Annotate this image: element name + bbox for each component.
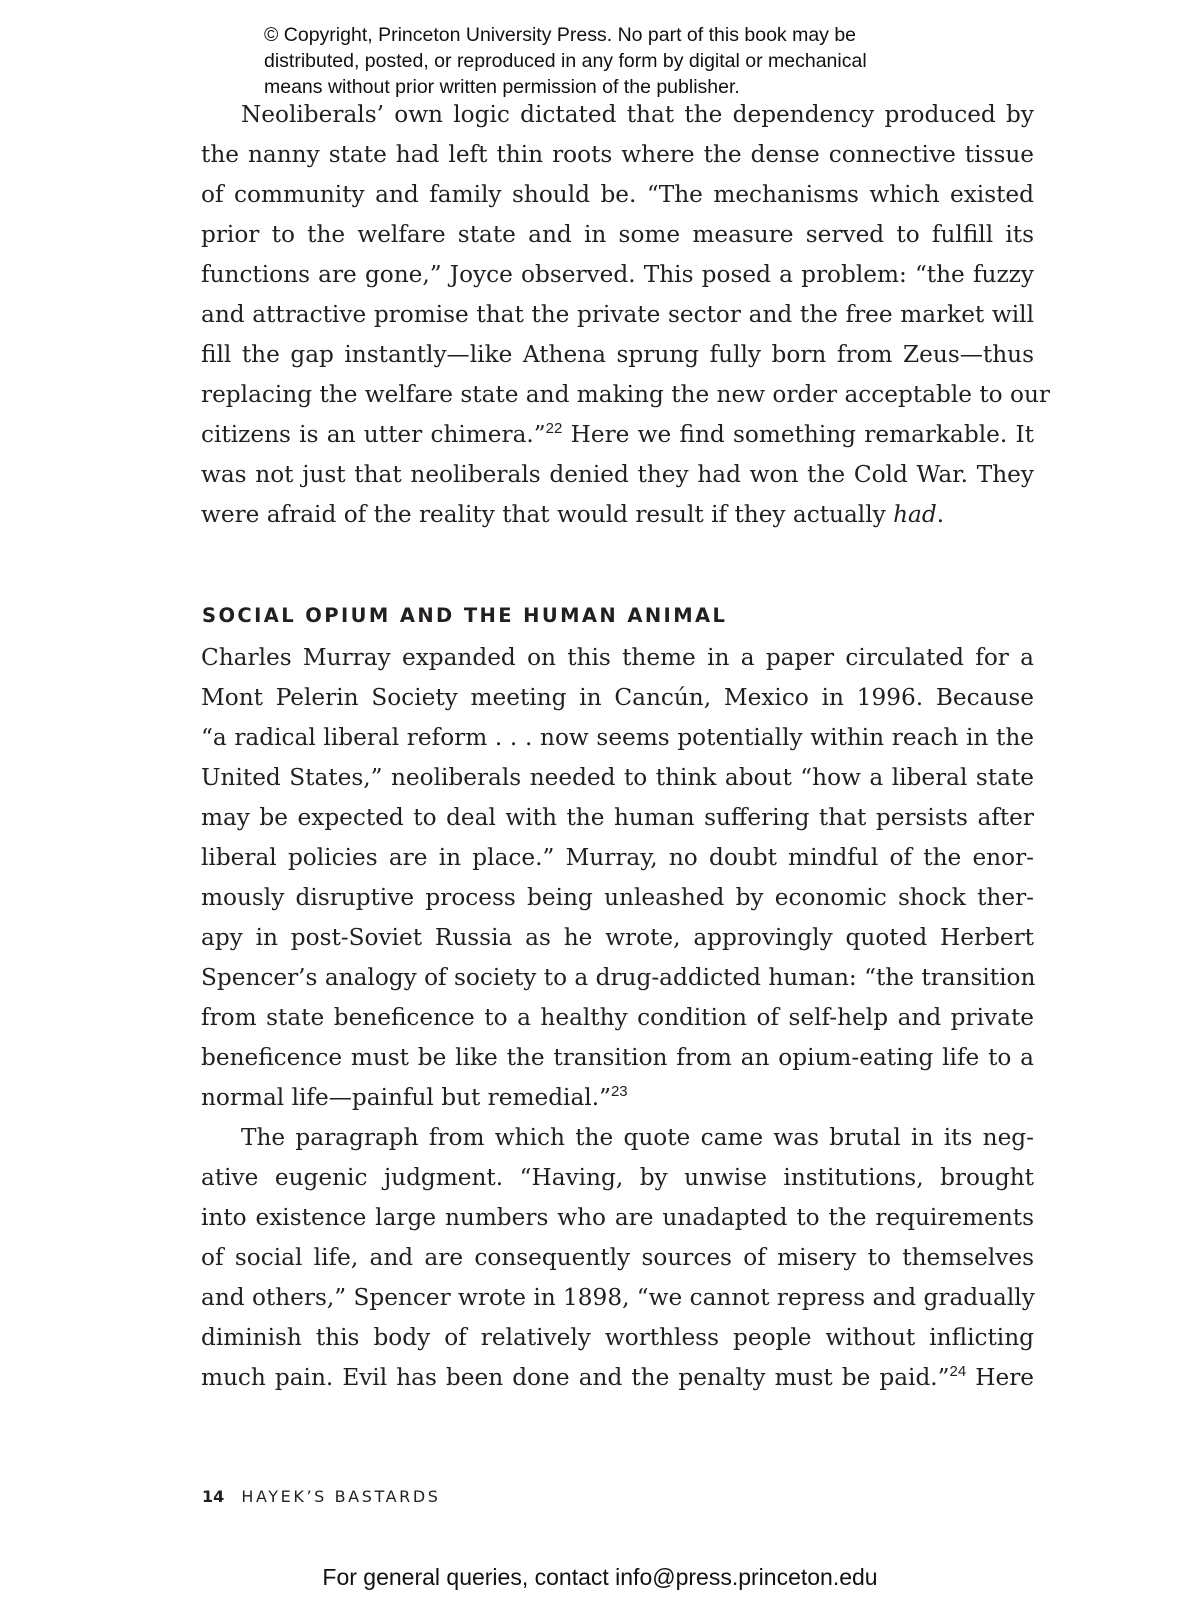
text-line: and attractive promise that the private sector and the free market will — [201, 301, 1034, 328]
text-line: the nanny state had left thin roots where the dense connective tissue — [201, 141, 1034, 168]
text-fragment: . — [936, 501, 945, 528]
section-heading: SOCIAL OPIUM AND THE HUMAN ANIMAL — [202, 604, 728, 627]
copyright-notice — [264, 22, 984, 100]
text-fragment: Here we find something remarkable. It — [562, 421, 1034, 448]
text-line: and others,” Spencer wrote in 1898, “we cannot repress and gradually — [201, 1284, 1035, 1311]
text-line: prior to the welfare state and in some measure served to fulfill its — [201, 221, 1034, 248]
text-fragment: Here — [966, 1364, 1034, 1391]
text-line: into existence large numbers who are unadapted to the requirements — [201, 1204, 1034, 1231]
text-line: of social life, and are consequently sources of misery to themselves — [201, 1244, 1034, 1271]
text-line: beneficence must be like the transition from an opium-eating life to a — [201, 1044, 1034, 1071]
text-line: from state beneficence to a healthy condition of self-help and private — [201, 1004, 1034, 1031]
text-line: functions are gone,” Joyce observed. This posed a problem: “the fuzzy — [201, 261, 1034, 288]
copyright-line: © Copyright, Princeton University Press. No part of this book may be — [264, 24, 857, 46]
paragraph-spencer — [201, 1118, 1034, 1398]
text-line: fill the gap instantly—like Athena sprung fully born from Zeus—thus — [201, 341, 1034, 368]
text-line: was not just that neoliberals denied they had won the Cold War. They — [201, 461, 1034, 488]
text-line: may be expected to deal with the human suffering that persists after — [201, 804, 1034, 831]
running-head: HAYEK’S BASTARDS — [241, 1487, 441, 1506]
text-line: liberal policies are in place.” Murray, no doubt mindful of the enor- — [201, 844, 1034, 871]
text-line — [201, 1078, 1034, 1118]
text-fragment: normal life—painful but remedial.” — [201, 1084, 611, 1111]
text-line: “a radical liberal reform . . . now seems potentially within reach in the — [201, 724, 1034, 751]
text-fragment: were afraid of the reality that would result if they actually — [201, 501, 894, 528]
copyright-line: means without prior written permission of the publisher. — [264, 76, 740, 98]
text-line: Spencer’s analogy of society to a drug-addicted human: “the transition — [201, 964, 1036, 991]
text-line: ative eugenic judgment. “Having, by unwise institutions, brought — [201, 1164, 1034, 1191]
footnote-ref-22[interactable]: 22 — [545, 420, 563, 437]
copyright-line: distributed, posted, or reproduced in any form by digital or mechanical — [264, 50, 867, 72]
page-number: 14 — [202, 1487, 225, 1506]
emphasis-had: had — [893, 501, 937, 528]
text-line: Neoliberals’ own logic dictated that the dependency produced by — [241, 101, 1034, 128]
text-line: apy in post-Soviet Russia as he wrote, approvingly quoted Herbert — [201, 924, 1034, 951]
text-fragment: much pain. Evil has been done and the penalty must be paid.” — [201, 1364, 950, 1391]
text-line: mously disruptive process being unleashed by economic shock ther- — [201, 884, 1034, 911]
text-line: The paragraph from which the quote came was brutal in its neg- — [241, 1124, 1034, 1151]
text-line — [201, 495, 1034, 535]
contact-notice: For general queries, contact info@press.princeton.edu — [322, 1564, 878, 1590]
text-line: diminish this body of relatively worthless people without inflicting — [201, 1324, 1034, 1351]
paragraph-murray — [201, 638, 1034, 1118]
text-line: United States,” neoliberals needed to think about “how a liberal state — [201, 764, 1034, 791]
text-line: of community and family should be. “The mechanisms which existed — [201, 181, 1034, 208]
text-line: replacing the welfare state and making the new order acceptable to our — [201, 381, 1050, 408]
page-footer — [202, 1487, 441, 1506]
text-line — [201, 1358, 1034, 1398]
footnote-ref-23[interactable]: 23 — [610, 1083, 628, 1100]
text-line: Mont Pelerin Society meeting in Cancún, Mexico in 1996. Because — [201, 684, 1034, 711]
footnote-ref-24[interactable]: 24 — [949, 1363, 967, 1380]
text-fragment: citizens is an utter chimera.” — [201, 421, 546, 448]
paragraph-joyce — [201, 95, 1050, 535]
text-line — [201, 415, 1034, 455]
text-line: Charles Murray expanded on this theme in a paper circulated for a — [201, 644, 1034, 671]
